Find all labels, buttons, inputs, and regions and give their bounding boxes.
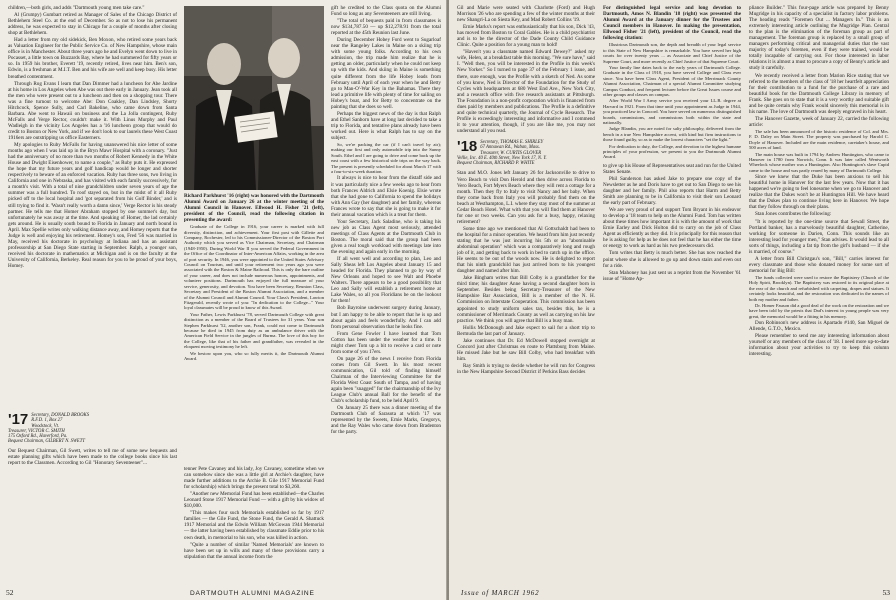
treasurer-name: VICTOR C. SMITH [27, 428, 65, 434]
paragraph: "Another new Memorial Fund has been established—the Charles Leonard Stone 1917 Memorial Fund — with a gift by his widow of $10,000. [184, 491, 324, 510]
paragraph: gift he credited to the Class quota on the Alumni Fund so long as any Seventeeners are still living. [331, 5, 441, 18]
secretary-label: Secretary, [480, 139, 499, 145]
treasurer-name: W. CURTIS GLOVER [500, 150, 542, 156]
paragraph: On page 26 of the news I receive from Florida comes from Gil Swett. In his most recent communication, Gil told of finding himself Chairman of the Interviewing Committee for the Florida West Coast South of Tampa, and of having again been "snagged" for the chairmanship of the Ivy League Club's annual Ball for the benefit of the Club's scholarship fund, to be held April 9. [331, 355, 441, 405]
citation-paragraph: Your Father, Lewis Parkhurst '78, served Dartmouth College with great distinction as a member of the Board of Trustees for 31 years. Your son Stephen Parkhurst '52, another son, Frank, could not come to Dartmouth because he died in 1945 from duty as an ambulance driver with the American Field Service in the jungles of Burma. The love of this boy for the College, like that of his father and grandfather, was revealed in the eloquent moving testimony he left. [184, 311, 324, 350]
secretary-address-1: R.F.D. 1, Box 27 [31, 418, 63, 424]
citation [184, 224, 324, 361]
paragraph: We recently received a letter from Marion Rice stating that we referred to the members of the class of '18 her heartfelt appreciation for their contribution to a fund for the purchase of a rare and beautiful book for the Dartmouth College Library in memory of Frank. She goes on to state that it is a very worthy and suitable gift and be quite certain why Frank would sincerely this memorial is in his name. The love of Dartmouth was deeply engraved in his heart. [749, 72, 889, 115]
paragraph: Perhaps the biggest news of the day is that Ralph and Ethel Sanborn have at long last decided to take a trip to Florida, and tentative plans already have been worked out. Here is what Ralph has to say on the subject. [331, 110, 441, 141]
paragraph: We are very proud of and support Tom Bryant in his endeavor to develop a '18 team to help on the Alumni Fund. Tom has written about these times how important it is with the amount of work that Ernie Earley and Dick Holton did to carry on the job of Class Agent as efficiently as they did. It is principally for this reason that he is asking for help as he does not feel that he has either the time or energy to work as hard as his two predecessors did. [603, 207, 741, 250]
magazine-footer: DARTMOUTH ALUMNI MAGAZINE [190, 590, 315, 597]
right-column-1 [457, 5, 595, 586]
secretary-address: 67 Annawan Rd., Waban, Mass. [480, 145, 540, 151]
citation-paragraph: We bestow upon you, who so fully merits it, the Dartmouth Alumni Award. [184, 350, 324, 361]
paragraph: Gil and Marie were seated with Charlotte (Ford) and Hugh Morrison '26 who are spending a few of the winter months at their new Shangri-La on Siesta Key, and Mad Robert Collins '19. [457, 5, 595, 24]
right-column-3 [749, 5, 889, 586]
quoted-letter: Dr. Homer Fauson did a good deal of the work on the restoration and we have been told by the priests that Dad's interest in young people was very great, the memorial would be a fitting in his memory. [749, 302, 889, 319]
secretary-address-2: Woodstock, Vt. [31, 423, 60, 429]
paragraph: On January 25 there was a dinner meeting of the Dartmouth Club of Sarasota at which '17 was represented by the Sweets, Ernie Marks, Gregorys, and the Ray Wales who came down from Bradenton for the party. [331, 405, 441, 436]
citation-paragraph: Your family line dates back to the early years of Dartmouth College. Graduate in the Class of 1918, you have served College and Class ever since. You have been Class Agent, President of the Merrimack County Alumni Association, Chairman of a special Alumni Committee studying Campus Conduct, and frequent lecturer before the Great Issues course and other groups and classes on campus. [603, 64, 741, 97]
paragraph: Your Secretary, Jack Saladine, who is taking his new job as Class Agent most seriously, attended meetings of Class Agents at the Dartmouth Club in Boston. The moral said that the group had been given a real tough workload with meetings late into the evening and again early in the morning. [331, 218, 441, 256]
paragraph: pliance Builder." This four-page article was prepared by Benny Mugridge in his capacity of a specialist in factory labor problems. The heading reads "Foremen Out ... Managers In." This is an extremely interesting article outlining the Mugridge Plan. Central to the plan is the elimination of the foreman group as part of management. The foreman group is replaced by a small group of managers performing critical and managerial duties that the vast majority of today's foremen, even if they were trained, would be totally incapable of carrying out. For those interested in labor relations it is almost a must to procure a copy of Benny's article and study it carefully. [749, 5, 889, 72]
citation-paragraph: For dedication to duty, the College, and devotion to the highest humane principles of your profession, we present to you the Dartmouth Alumni Award. [603, 143, 741, 160]
paragraph: My apologies to Ruby McFalls for having unanswered his nice letter of some months ago when I was laid up in the Bryn Mawr Hospital with a coronary. "Just had the anniversary of no more than two months of Robert Kennedy in the White House and Dwight Eisenhower, to name a couple," as Ruby puts it. He expressed the hope that my future years and golf handicap would be longer and shorter respectively to beware of an enforced vacation. Ruby has three sons, two living in California and one in Nebraska, and has visited with each family successively, for a month's visit. With a total of nine grandchildren under seven years of age the summer was a full hundred. To roof stayed on, but in the midst of it all Ruby picked off to the local hospital and 'got separated from his Golf Binder,' and is still trying to find it. 'Wasn't really worth a damn since,' Verge Rector is his steady partner. He tells me that Homer Abraham stopped by one summer's day, but unfortunately he was away at the time. And speaking of Homer, the lad certainly gets around. He is usually south bound to Florida in January and north bound in April. Max Spellie writes only walking distance away, and Homey reports that the Judge is well and enjoying his retirement. Homey's son, Fred '56 was married in May, received his doctorate in psychology at Indiana and has an assistant professorship at San Diego State starting in September. Ralph, a younger son, received his doctorate in mathematics at Michigan and is on the faculty at the University of California, Berkeley. Real reason for you to be proud of your boys, Homey. [8, 142, 177, 269]
right-column-2 [603, 5, 741, 586]
right-page [449, 0, 896, 600]
class-officers [8, 413, 177, 445]
paragraph: During December Hobey Ford went to Sugarloaf near the Rangeley Lakes in Maine on a skiing trip with some young folks. According to his own admission, the trip made him realize that he is getting an older, particularly when he could not keep up with the kids. And skiing in Maine is something quite different from the life Hobey leads from February until April of each year when he and Betty go to Man-O'-War Key in the Bahamas. There they lead a primitive life with plenty of time for sailing on Hobey's boat, and for Betty to concentrate on the painting that she does so well. [331, 37, 441, 110]
citation [603, 42, 741, 160]
paragraph: Ray Smith is trying to decide whether he will run for Congress in the New Hampshire Second District if Perkins Bass decides [457, 362, 595, 375]
issue-footer: Issue of MARCH 1962 [461, 589, 540, 597]
paragraph: Through Rog Evans I learn that Dan Dimmer had a luncheon for Abe Jardine at his home in Los Angeles when Abe was out there early in January. Jean took all the men who were present out to a luncheon and then on a shopping tour. There was a fine turnout to welcome Abe: Don Coakley, Dan Lindsley, Shorty Hitchcock, Spence Sully, and Carl Bakeline, who came down from Santa Barbara. Abe went to Hawaii on business and the La Jolla contingent, Ruby McFalls and Verge Rector, couldn't make it. With Linus Murphy and Paul Wadleigh in the vicinity Los Angeles has a '16 luncheon group that would do credit to Boston or New York, and if we don't look to our laurels these West Coast 1916ers are outstripping us office Easterners. [8, 80, 177, 141]
treasurer-label: Treasurer, [8, 428, 27, 434]
bequest-name: RICHARD P. WHITE [494, 161, 535, 167]
secretary-label: Secretary, [31, 413, 50, 418]
class-officers [457, 137, 595, 167]
photo-caption: For distinguished legal service and long devotion to Dartmouth, Amos N. Blandin '18 (right) was presented the Alumni Award at the January dinner for the Trustees and Council members in Hanover. In making the presentation, Ellwood Fisher '21 (left), president of the Council, read the following citation: [603, 5, 741, 42]
paragraph: If all went well and according to plan, Leo and Sally Sheas left Los Angeles about January 15 and headed for Florida. They planned to go by way of New Orleans and hoped to see Walt and Phoebe Walters. There appears to be a good possibility that Leo and Sally will establish a retirement home at Lake Wales, so all you Floridians be on the lookout for them! [331, 256, 441, 305]
bequest-label: Bequest Chairman, [8, 439, 45, 445]
paragraph: A letter from Bill Christgau's son, "Bill," carries interest for every classmate and those who donated money for some sort of memorial for Big Bill: [749, 255, 889, 274]
citation-paragraph: Judge Blandin, you are noted for salty philosophy, delivered from the bench in a true New Hampshire accent, with kind but firm instructions to those found guilty, so as to make the lowest characters "set the light." [603, 126, 741, 143]
paragraph: Tom writes that Betty is much better. She has now reached the point where she is allowed to go up and down stairs and even out for a ride. [603, 250, 741, 269]
quoted-article: The sale has been announced of the historic residence of Col. and Mrs. F. D. Daley on Main Street. The property was purchased by Harold C. Doyle of Hanover. Included are the main residence, caretaker's house, and 500 acres of land. [749, 128, 889, 151]
paragraph: "Haven't you a classmate named Edward Dewey?" asked my wife, Helen, at a breakfast table this morning. "We sure have," said I. "Well then, you will be interested in the Profile in this week's New Yorker." So I turned to page 37 of the February 1 issue, and there, sure enough, was the Profile with a sketch of Ned. As some of you know, Ned is Director of the Foundation for the Study of Cycles with headquarters at 680 West End Ave., New York City, and a research office with five research assistants at Pittsburgh. The Foundation is a non-profit corporation which is financed from dues paid by members and publications. The Profile is a definitive and quite technical quarterly, the Journal of Cycle Research. The Profile is exceedingly interesting and informative and I commend it to your attention, though, if you are like me, you may not understand all you read. [457, 49, 595, 134]
paragraph: The Hanover Gazette, week of January 22, carried the following article: [749, 115, 889, 128]
left-page [0, 0, 447, 600]
bequest-label: Bequest Chairman, [457, 161, 494, 167]
paragraph: tenner Pete Cavaney and his lady, Joy Cavaney, sometime when we can somehow since she was a little girl at Archie's daughter, have made further additions to the Archie B. Gile 1917 Memorial Fund for scholarship) which brings the present total to $3,260. [184, 466, 324, 491]
award-caption-block [184, 193, 324, 461]
paragraph: "It is reported by the one-time source that Sewall Street, the Portland banker, has a marvelously beautiful daughter, Catherine, working for someone in Darien, Conn. This sounds like an interesting lead for younger men," Stan advises. It would lead to all sorts of things, including a fat tip from the girl's husband — if she is married, of course." [749, 218, 889, 255]
quoted-letter: The funds collected were used to restore the Baptistery (Church of the Holy Spirit, Brooklyn). The Baptistery was restored to its original place at the rear of the church and refurbished with carpeting, drapes and statues. It certainly looks beautiful, and the restoration was dedicated in the names of both my mother and father. [749, 274, 889, 302]
paragraph: Bob Bayroine underwent surgery during January, but I am happy to be able to report that he is up and about again and feels wonderfully. And I can add from personal observation that he looks fine. [331, 305, 441, 330]
paragraph: Jake Bingham writes that Bill Colby is a grandfather for the third time; his daughter Anne having a second daughter born in September. Besides being Secretary-Treasurer of the New Hampshire Bar Association, Bill is a member of the N. H. Commission on Interstate Cooperation. This commission has been appointed to study uniform sales tax, besides this, he is a commissioner of Merrimack County as well as carrying on his law practice. We think you will agree that Bill is a busy man. [457, 275, 595, 324]
paragraph: Please remember to send me any interesting information about yourself or any members of the class of '18. I need more up-to-date information about your activities to try to keep this column interesting. [749, 333, 889, 358]
paragraph: From Gene Fowler I have learned that Tom Cotton has been under the weather for a time. It might cheer Tom up a bit to receive a card or note from some of you 17ers. [331, 330, 441, 355]
award-photo-image [184, 6, 324, 190]
paragraph: Stan and M.O. Jones left January 26 for Jacksonville to drive to Vero Beach to visit Don Herold and then drive across Florida to Vero Beach, Fort Myers Beach where they will rent a cottage for a month. Then they fly to Italy to visit Nancy and her baby. When they come back from Italy you will probably find them on the beach at Westhampton, L.I. where they stay most of the summer at Cedar Beach Hotel. What with that you will find them at Hanover for one or two weeks. Can you ask for a busy, happy, relaxing retirement? [457, 170, 595, 225]
class-header [8, 413, 177, 445]
paragraph: It always is nice to hear from the distaff side and it was particularly nice a few weeks ago to hear from both Frances Aldrich and Elsie Koenig. Elsie wrote that she had gone to California to spend the holidays with Ann Gay (her daughter) and her family, whereas Frances wrote to say that she is going to make it for their annual vacation which is a treat for them. [331, 175, 441, 218]
paragraph: Stan Mahoney has just sent us a reprint from the November '61 issue of "Home Ap- [603, 269, 741, 282]
paragraph: "The total of bequests paid in from classmates is now $134,787.50 — up $12,278.91 from the total reported at the 45th Reunion last June. [331, 18, 441, 37]
citation-paragraph: After World War I Army service you received your LL.B. degree at Harvard in 1921. From that time until your appointment as Judge in 1944, you practiced law in Concord. You have served on numerous distinguished boards, commissions, and commissions both within the state and nationally. [603, 98, 741, 125]
class-number: '17 [8, 411, 29, 428]
page-number-right: 53 [882, 588, 890, 597]
citation-paragraph: Illustrious Dartmouth son, the depth and breadth of your legal service to this State of New Hampshire is remarkable. You have served her high courts for over twenty years ... as Associate and Chief Justice of the Supreme Court, and more recently as Chief Justice of that Supreme Court. [603, 42, 741, 64]
paragraph: Don Robinson's new address is Apartado #140, San Miguel de Allende, G.T.O., Mexico. [749, 320, 889, 333]
paragraph: Our Bequest Chairman, Gil Swett, writes to tell me of some new bequests and estate planning gifts which have been made to the college books since his last report to the Classmen. According to Gil "Honorary Seventeener"... [8, 447, 177, 466]
paragraph: Had a letter from my old sidekick, Ben Moxon, who retired some years back as Valuation Engineer for the Public Service Co. of New Hampshire, whose main office is in Manchester. About three years ago he and Evelyn went down to live in Pocasset, a little town on Buzzards Bay, where he had summered for fifty years or so. In 1959 his brother, Everett '19, recently retired, lives near him. Ben's son, Edwin, is a freshman at M.I.T. Ben and his wife are well and keep busy. His letter breathed contentment. [8, 37, 177, 80]
paragraph: Ernie Marks's report was enthusiastically that his son, Dick '43, has moved from Boston to Coral Gables. He is a child psychiatrist and is to be the director of the Dade County Child Guidance Clinic. Quite a position for a young man to hold! [457, 24, 595, 49]
page-number-left: 52 [6, 588, 14, 597]
award-photo [184, 6, 324, 190]
treasurer-address-2: 40 E. 40th Street, New York 17, N. Y. [478, 155, 547, 161]
paragraph: Stan Jones contributes the following: [755, 211, 832, 218]
class-18-header [457, 137, 595, 167]
citation-paragraph: Graduate of the College in 1916, your career is marked with full diversity, distinction, and achievement. Your first post with Gillette and Company, Rochester, led to his Commissioner-Director of the Boston Port Authority which you served as Vice Chairman, Secretary, and Chairman (1948-1950). During World War II you served the Federal Government in the Office of the Coordinator of Inter-American Affairs, working in the area of port security. In 1946, you were appointed to the United States Advisory Council on Tourism, and until your retirement two years ago you were associated with the Boston & Maine Railroad. This is only the bare outline of your career, and does not include numerous honors, appointments, and volunteer positions. Dartmouth has enjoyed the full measure of your service, generosity, and devotion. You have been Secretary, Reunion Class, Secretary and President of the Boston Alumni Association, and a member of the Alumni Council and Alumni Council. Your Class's President, Lawton Fitzgerald, recently wrote of you: "In dedication to the College..." Your loyal classmates will be proud to know of this Award. [184, 224, 324, 311]
paragraph: Hollis McDonough and Jake expect to sail for a short trip to Bermuda the last part of January. [457, 324, 595, 337]
paragraph: Jake continues that Dr. Ed McDowell stopped overnight at Concord just after Christmas en route to Plattsburg from Maine. He missed Jake but he saw Bill Colby, who had breakfast with him. [457, 337, 595, 362]
class-17-section [8, 410, 177, 586]
paragraph: Since we knew that the Duke has been anxious to sell his beautiful home in Hanover for the last few years. Now that it has happened we're going to feel lonesome when we go to Hanover and realize that the Dukes won't be at Huntington Hill. We have heard that the Dukes plan to continue living here in Hanover. We hope that they follow through on their plans. [749, 174, 889, 211]
left-column-1 [8, 5, 177, 408]
quoted-article: The main house was built in 1794 by Andrew Huntington, who came to Hanover in 1780 from Norwich, Conn. It was later called Wentworth Wheelock whose mother was a Huntington. Also Huntington's slave Cupid came to the house and was partly reared by many of Dartmouth College. [749, 151, 889, 173]
paragraph: Al (Grumpy) Gumbart retired as Manager of Sales of the Chicago District of Bethlehem Steel Co. at the end of December. So as not to lose his permanent address, he was expected to stay in Chicago for a couple of months after closing shop at Bethlehem. [8, 12, 177, 37]
secretary-name: THOMAS E. SHIRLEY [500, 139, 544, 145]
treasurer-label: Treasurer, [480, 150, 500, 156]
treasurer-address: Vellie, Inc. [457, 155, 477, 161]
paragraph: "This makes four such Memorials established so far by 1917 families — the Gile Fund, the Stone Fund, the Gerald A. Shattuck 1917 Memorial and the Edwin William McGowan 1944 Memorial — the latter having been established by classmate Eddie prior to his own death, in memorial to his son, who was killed in action. [184, 510, 324, 541]
paragraph: Some time ago we mentioned that Al Gottschaldt had been to the hospital for a minor operation. We heard from him just recently stating that he was just incurring his 5th or an "abominable abdominal operation" which was a comparatively long and rough job of it, and getting back to work in bed to catch up in the office. He seems to be out of the woods now. He is delighted to report that his ninth grandchild has just arrived born to his youngest daughter and named after him. [457, 225, 595, 275]
secretary-name: DONALD BROOKS [51, 413, 90, 418]
paragraph: to give up his House of Representatives seat and run for the United States Senate. [603, 162, 741, 175]
treasurer-address: 175 Oxford Rd., Haverford, Pa. [8, 434, 68, 440]
left-column-3 [331, 5, 441, 586]
bequest-name: GILBERT N. SWETT [45, 439, 86, 445]
paragraph: Phil Sanderson has asked Jake to prepare one copy of the Newsletter as he and Doris have to get out to San Diego to see his daughter and her family. Phil also reports that Harm and Betty Smith are planning to be in California to visit their son Leonard the early part of February. [603, 175, 741, 207]
left-column-2-bottom [184, 466, 324, 586]
class-number: '18 [457, 137, 478, 155]
paragraph: children,—both girls, and adds "Dartmouth young men take care." [8, 5, 145, 11]
paragraph: "Quite a number of similar 'Named Memorials' are known to have been set up in wills and many of these provisions carry a stipulation that the annual income from the [184, 541, 324, 560]
photo-caption: Richard Parkhurst '16 (right) was honored with the Dartmouth Alumni Award on January 26 at the winter meeting of the Alumni Council in Hanover. Ellwood H. Fisher '21 (left), president of the Council, read the following citation in presenting the award: [184, 193, 324, 224]
paragraph: So, we're packing the car (if I can't travel by air); making our first and only automobile trip into the Sunny South. Ethel and I are going to drive and come back up the east coast with a few historical side trips on the way back. The present is presently scheduled for about March 17 with a four-to-six-week duration. [331, 142, 441, 175]
